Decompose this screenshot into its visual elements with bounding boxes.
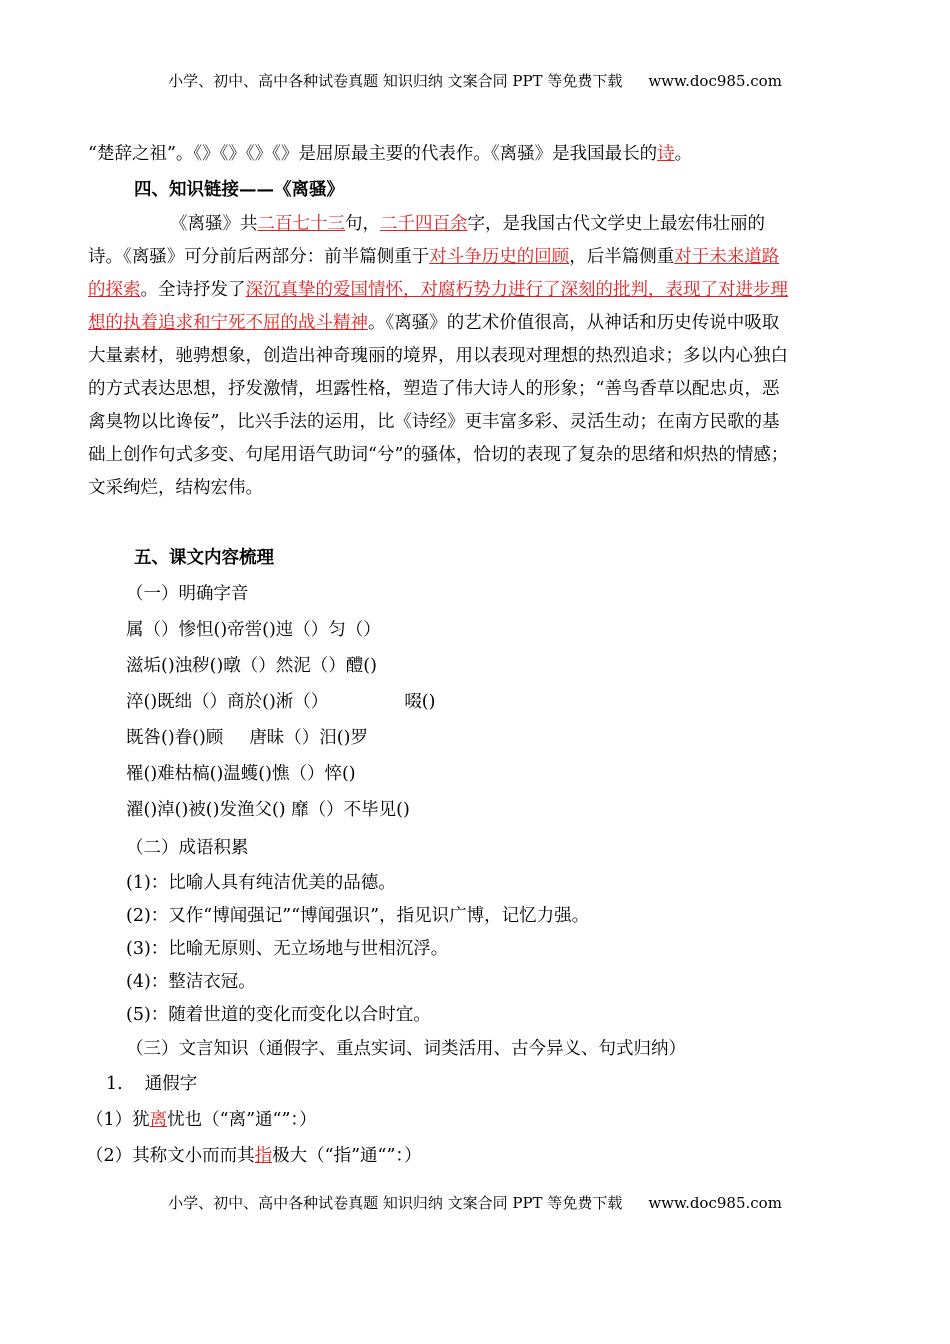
text: 字，是我国古代文学史上最宏伟壮丽的: [467, 214, 765, 234]
idiom-item: (4)：整洁衣冠。: [126, 972, 256, 992]
footer-text: 小学、初中、高中各种试卷真题 知识归纳 文案合同 PPT 等免费下载: [168, 1194, 623, 1212]
text: 。全诗抒发了: [140, 280, 246, 300]
page-header: [0, 70, 950, 91]
s4-line-2: [88, 245, 779, 269]
subsection-pronunciation: （一）明确字音: [126, 584, 249, 604]
numbered-item-1: [106, 1072, 197, 1096]
highlight-text: 深沉真挚的爱国情怀，对腐朽势力进行了深刻的批判，表现了对进步理: [245, 280, 788, 300]
page-footer: [0, 1192, 950, 1213]
text: （1）犹: [86, 1110, 150, 1130]
highlight-text: 的探索: [88, 280, 141, 300]
idiom-item: (2)：又作“博闻强记”“博闻强识”，指见识广博，记忆力强。: [126, 906, 590, 926]
idiom-item: (3)：比喻无原则、无立场地与世相沉浮。: [126, 939, 449, 959]
highlight-text: 对斗争历史的回顾: [429, 247, 570, 267]
tongjia-item-2: [86, 1144, 422, 1168]
pronunciation-line-2: 滋垢()浊秽()暾（）然泥（）醴(): [126, 656, 377, 676]
highlight-text: 二百七十三: [257, 214, 345, 234]
section-4-heading: 四、知识链接——《离骚》: [134, 180, 344, 200]
idiom-item: (5)：随着世道的变化而变化以合时宜。: [126, 1005, 431, 1025]
header-url[interactable]: www.doc985.com: [648, 72, 782, 90]
idiom-item: (1)：比喻人具有纯洁优美的品德。: [126, 873, 396, 893]
text: 唐昧（）汨()罗: [249, 728, 368, 748]
highlight-text: 离: [149, 1110, 168, 1130]
subsection-idioms: （二）成语积累: [126, 838, 249, 858]
item-number: 1.: [106, 1074, 123, 1094]
text: 《离骚》共: [170, 214, 258, 234]
highlight-text: 想的执着追求和宁死不屈的战斗精神: [88, 313, 368, 333]
s4-line-7: 禽臭物以比谗佞”，比兴手法的运用，比《诗经》更丰富多彩、灵活生动；在南方民歌的基: [88, 412, 780, 432]
section-5-heading: 五、课文内容梳理: [134, 548, 274, 568]
tongjia-item-1: [86, 1108, 317, 1132]
footer-url[interactable]: www.doc985.com: [648, 1194, 782, 1212]
text: 句，: [345, 214, 380, 234]
pronunciation-line-6: 濯()淖()被()发渔父() 靡（）不毕见(): [126, 800, 410, 820]
pronunciation-line-3: [126, 690, 435, 714]
item-label: 通假字: [144, 1074, 198, 1094]
s4-line-8: 础上创作句式多变、句尾用语气助词“兮”的骚体，恰切的表现了复杂的思绪和炽热的情感；: [88, 445, 789, 465]
text: 既咎()眷()顾: [126, 728, 224, 748]
text: （2）其称文小而而其: [86, 1146, 255, 1166]
text: 。《离骚》的艺术价值很高，从神话和历史传说中吸取: [368, 313, 780, 333]
text: 淬()既绌（）商於()淅（）: [126, 692, 329, 712]
pronunciation-line-5: 罹()难枯槁()温蠖()憔（）悴(): [126, 764, 356, 784]
s4-line-4: [88, 311, 779, 335]
subsection-classical: （三）文言知识（通假字、重点实词、词类活用、古今异义、句式归纳）: [126, 1039, 686, 1059]
s4-line-3: [88, 278, 788, 302]
text: 诗。《离骚》可分前后两部分：前半篇侧重于: [88, 247, 430, 267]
highlight-text: 指: [254, 1146, 273, 1166]
highlight-text: 二千四百余: [380, 214, 468, 234]
intro-text: “楚辞之祖”。《》《》《》《》是屈原最主要的代表作。《离骚》是我国最长的: [88, 144, 658, 164]
text: 啜(): [404, 692, 436, 712]
highlight-text: 对于未来道路: [674, 247, 780, 267]
highlight-text: 诗: [657, 144, 675, 164]
text: ，后半篇侧重: [569, 247, 675, 267]
s4-line-9: 文采绚烂，结构宏伟。: [88, 478, 263, 498]
text: 极大（“指”通“”：）: [272, 1146, 422, 1166]
header-text: 小学、初中、高中各种试卷真题 知识归纳 文案合同 PPT 等免费下载: [168, 72, 623, 90]
intro-line: [88, 142, 692, 166]
s4-line-6: 的方式表达思想，抒发激情，坦露性格，塑造了伟大诗人的形象；“善鸟香草以配忠贞，恶: [88, 379, 780, 399]
pronunciation-line-4: [126, 726, 368, 750]
s4-line-5: 大量素材，驰骋想象，创造出神奇瑰丽的境界，用以表现对理想的热烈追求；多以内心独白: [88, 346, 788, 366]
intro-text-end: 。: [674, 144, 693, 164]
pronunciation-line-1: 属（）惨怛()帝喾()迍（）匀（）: [126, 620, 381, 640]
text: 忧也（“离”通“”：）: [167, 1110, 317, 1130]
s4-line-1: [170, 212, 765, 236]
